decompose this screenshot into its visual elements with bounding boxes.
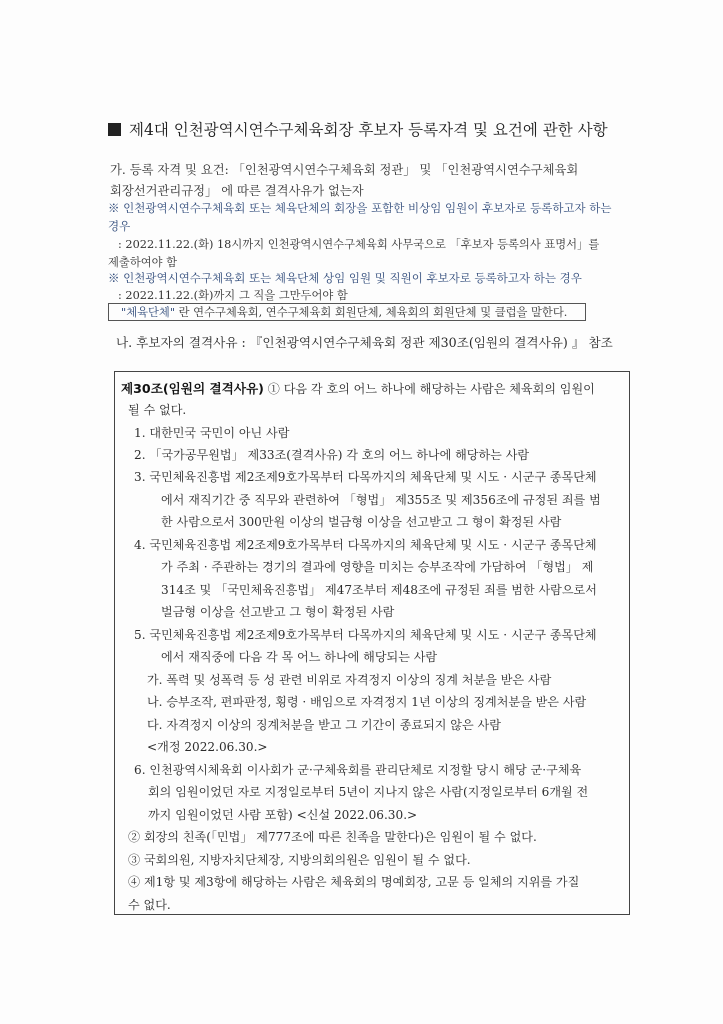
clause-item-5-na: 나. 승부조작, 편파판정, 횡령 · 배임으로 자격정지 1년 이상의 징계처분을 받은 사람 — [147, 695, 587, 709]
clause-item-2: 2. 「국가공무원법」 제33조(결격사유) 각 호의 어느 하나에 해당하는 사람 — [134, 448, 530, 462]
section-ga-line-2: 회장선거관리규정」 에 따른 결격사유가 없는자 — [110, 184, 364, 198]
clause-item-6-line-1: 6. 인천광역시체육회 이사회가 군·구체육회를 관리단체로 지정할 당시 해당 군·구체육 — [134, 763, 582, 777]
clause-item-4-line-1: 4. 국민체육진흥법 제2조제9호가목부터 다목까지의 체육단체 및 시도 · 시군구 종목단체 — [134, 538, 597, 552]
paragraph-3: ③ 국회의원, 지방자치단체장, 지방의회의원은 임원이 될 수 없다. — [128, 853, 471, 867]
paragraph-4-line-2: 수 없다. — [128, 898, 171, 912]
definition-term: "체육단체" — [121, 306, 176, 319]
note-1-line-1: ※ 인천광역시연수구체육회 또는 체육단체의 회장을 포함한 비상임 임원이 후보자로 등록하고자 하는 — [108, 201, 612, 215]
article-30-intro-2: 될 수 없다. — [128, 403, 187, 417]
clause-item-1: 1. 대한민국 국민이 아닌 사람 — [134, 426, 290, 440]
definition-box — [108, 303, 586, 321]
note-2-sub: : 2022.11.22.(화)까지 그 직을 그만두어야 함 — [118, 289, 348, 302]
definition-text: 란 연수구체육회, 연수구체육회 회원단체, 체육회의 회원단체 및 클럽을 말한다. — [178, 306, 568, 319]
clause-item-3-line-1: 3. 국민체육진흥법 제2조제9호가목부터 다목까지의 체육단체 및 시도 · 시군구 종목단체 — [134, 470, 597, 484]
document-title: 제4대 인천광역시연수구체육회장 후보자 등록자격 및 요건에 관한 사항 — [108, 118, 608, 140]
black-square-bullet-icon — [108, 123, 121, 136]
note-1-line-2: 경우 — [108, 219, 131, 233]
note-1-sub-1: : 2022.11.22.(화) 18시까지 인천광역시연수구체육회 사무국으로 「후보자 등록의사 표명서」를 — [118, 238, 600, 251]
paragraph-2: ② 회장의 친족(「민법」 제777조에 따른 친족을 말한다)은 임원이 될 수 없다. — [128, 830, 537, 844]
clause-item-3-line-3: 한 사람으로서 300만원 이상의 벌금형 이상을 선고받고 그 형이 확정된 사람 — [161, 515, 562, 529]
section-na: 나. 후보자의 결격사유 : 『인천광역시연수구체육회 정관 제30조(임원의 결격사유) 』 참조 — [116, 335, 613, 350]
clause-item-5-line-2: 에서 재직중에 다음 각 목 어느 하나에 해당되는 사람 — [161, 650, 438, 664]
clause-item-5-da: 다. 자격정지 이상의 징계처분을 받고 그 기간이 종료되지 않은 사람 — [147, 718, 501, 732]
clause-item-5-ga: 가. 폭력 및 성폭력 등 성 관련 비위로 자격정지 이상의 징계 처분을 받은 사람 — [147, 673, 552, 687]
clause-item-5-line-1: 5. 국민체육진흥법 제2조제9호가목부터 다목까지의 체육단체 및 시도 · 시군구 종목단체 — [134, 628, 597, 642]
article-30-heading: 제30조(임원의 결격사유) — [121, 381, 264, 396]
clause-item-4-line-3: 314조 및 「국민체육진흥법」 제47조부터 제48조에 규정된 죄를 범한 사람으로서 — [161, 583, 597, 597]
paragraph-4-line-1: ④ 제1항 및 제3항에 해당하는 사람은 체육회의 명예회장, 고문 등 일체의 지위를 가질 — [128, 875, 580, 889]
clause-item-6-line-2: 회의 임원이었던 자로 지정일로부터 5년이 지나지 않은 사람(지정일로부터 6개월 전 — [148, 785, 589, 799]
clause-item-6-line-3: 까지 임원이었던 사람 포함) <신설 2022.06.30.> — [148, 808, 418, 822]
clause-item-4-line-2: 가 주최 · 주관하는 경기의 결과에 영향을 미치는 승부조작에 가담하여 「형법」 제 — [161, 560, 594, 574]
clause-item-4-line-4: 벌금형 이상을 선고받고 그 형이 확정된 사람 — [161, 605, 395, 619]
section-ga-line-1: 가. 등록 자격 및 요건: 「인천광역시연수구체육회 정관」 및 「인천광역시연수구체육회 — [110, 163, 579, 177]
clause-item-5-revision: <개정 2022.06.30.> — [147, 740, 268, 754]
article-30-intro: 제30조(임원의 결격사유) ① 다음 각 호의 어느 하나에 해당하는 사람은 체육회의 임원이 — [121, 381, 595, 396]
note-1-sub-2: 제출하여야 함 — [108, 256, 178, 269]
note-2: ※ 인천광역시연수구체육회 또는 체육단체 상임 임원 및 직원이 후보자로 등록하고자 하는 경우 — [108, 271, 582, 285]
clause-item-3-line-2: 에서 재직기간 중 직무와 관련하여 「형법」 제355조 및 제356조에 규정된 죄를 범 — [161, 493, 601, 507]
